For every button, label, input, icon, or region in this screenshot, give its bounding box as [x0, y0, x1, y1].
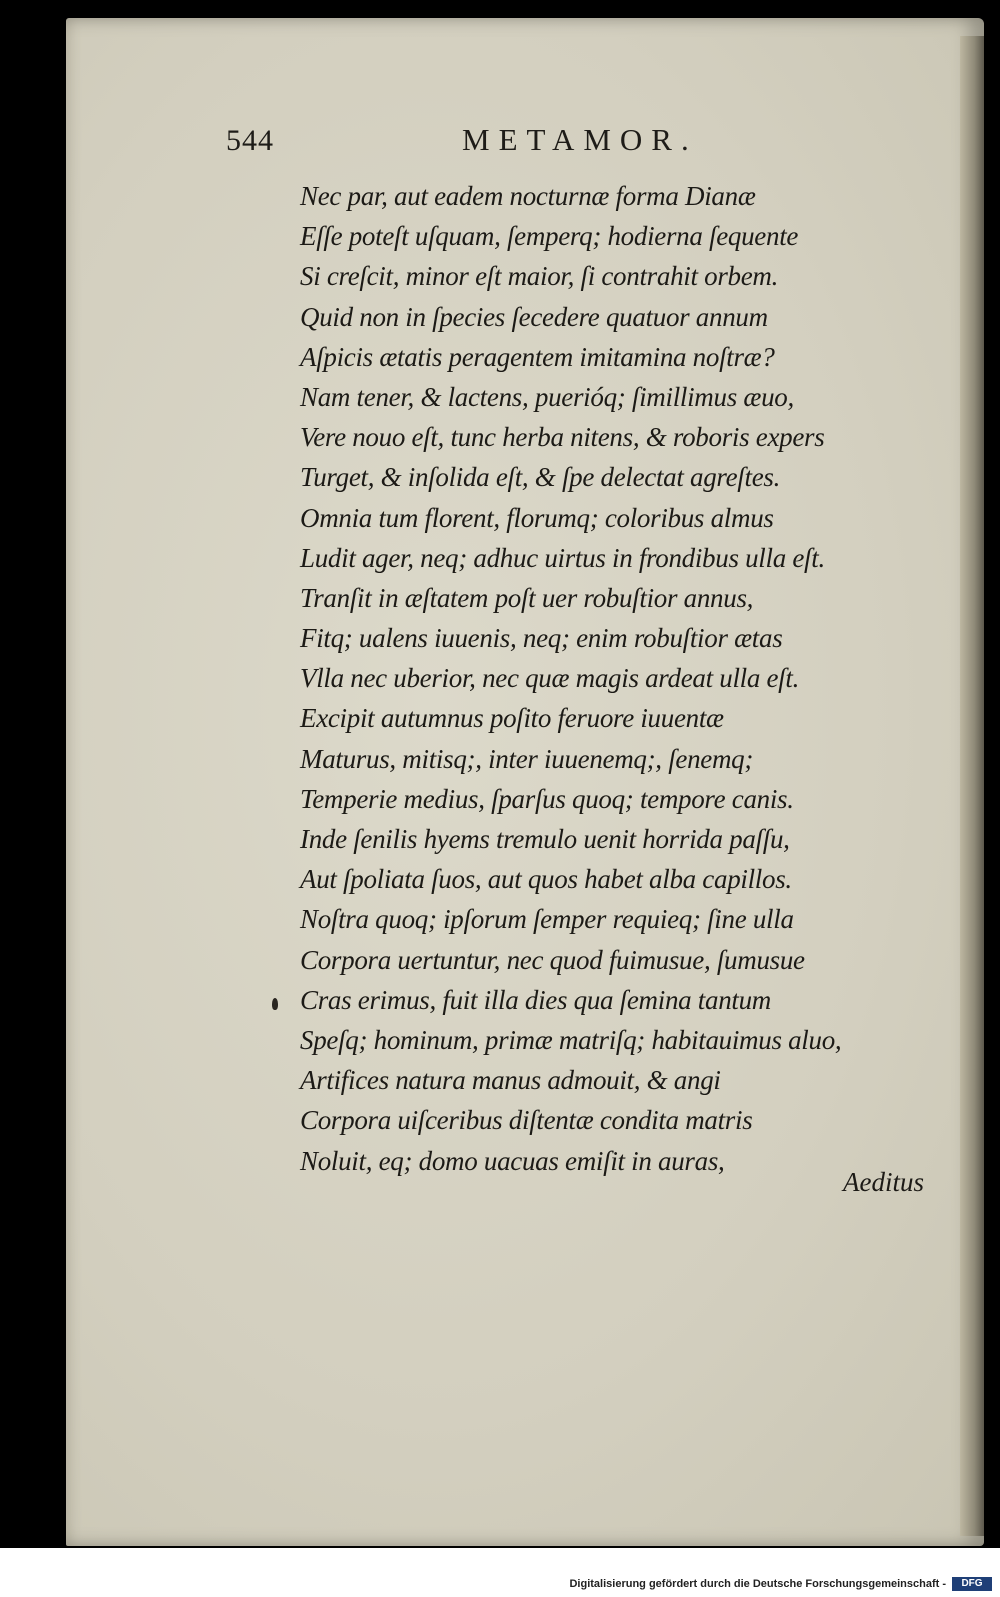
page-number: 544	[226, 124, 274, 157]
verse-line: Vere nouo eſt, tunc herba nitens, & roboris expers	[300, 422, 825, 453]
verse-line: Noſtra quoq; ipſorum ſemper requieq; ſine ulla	[300, 904, 794, 935]
verse-line: Temperie medius, ſparſus quoq; tempore canis.	[300, 783, 794, 814]
verse-line: Artifices natura manus admouit, & angi	[300, 1065, 721, 1096]
verse-line: Excipit autumnus poſito feruore iuuentæ	[300, 703, 724, 734]
verse-text	[300, 176, 940, 1181]
verse-line: Fitq; ualens iuuenis, neq; enim robuſtior ætas	[300, 623, 783, 654]
dfg-logo: DFG	[952, 1577, 992, 1591]
verse-line: Maturus, mitisq;, inter iuuenemq;, ſenemq;	[300, 743, 754, 774]
verse-line: Speſq; hominum, primæ matriſq; habitauimus aluo,	[300, 1024, 842, 1055]
verse-line: Cras erimus, fuit illa dies qua ſemina tantum	[300, 984, 772, 1015]
verse-line: Aut ſpoliata ſuos, aut quos habet alba capillos.	[300, 864, 792, 895]
verse-line: Turget, & inſolida eſt, & ſpe delectat agreſtes.	[300, 462, 781, 493]
verse-line: Corpora uiſceribus diſtentæ condita matris	[300, 1105, 753, 1136]
verse-line: Ludit ager, neq; adhuc uirtus in frondibus ulla eſt.	[300, 542, 825, 573]
verse-line: Vlla nec uberior, nec quæ magis ardeat ulla eſt.	[300, 663, 800, 694]
verse-line: Quid non in ſpecies ſecedere quatuor annum	[300, 301, 768, 332]
verse-line: Nam tener, & lactens, puerióq; ſimillimus æuo,	[300, 381, 794, 412]
ink-mark	[272, 998, 278, 1010]
verse-line: Aſpicis ætatis peragentem imitamina noſtræ?	[300, 341, 775, 372]
page-edge-shadow	[960, 36, 984, 1536]
verse-line: Corpora uertuntur, nec quod fuimusue, ſumusue	[300, 944, 805, 975]
verse-line: Noluit, eq; domo uacuas emiſit in auras,	[300, 1145, 725, 1176]
digitization-credit: Digitalisierung gefördert durch die Deutsche Forschungsgemeinschaft -	[569, 1578, 946, 1590]
verse-line: Eſſe poteſt uſquam, ſemperq; hodierna ſequente	[300, 221, 799, 252]
verse-line: Si creſcit, minor eſt maior, ſi contrahit orbem.	[300, 261, 779, 292]
running-head: METAMOR.	[462, 122, 698, 157]
verse-line: Omnia tum florent, florumq; coloribus almus	[300, 502, 774, 533]
verse-line: Nec par, aut eadem nocturnæ forma Dianæ	[300, 181, 756, 211]
verse-line: Tranſit in æſtatem poſt uer robuſtior annus,	[300, 582, 754, 613]
verse-line: Inde ſenilis hyems tremulo uenit horrida paſſu,	[300, 824, 790, 854]
catchword: Aeditus	[843, 1167, 924, 1197]
